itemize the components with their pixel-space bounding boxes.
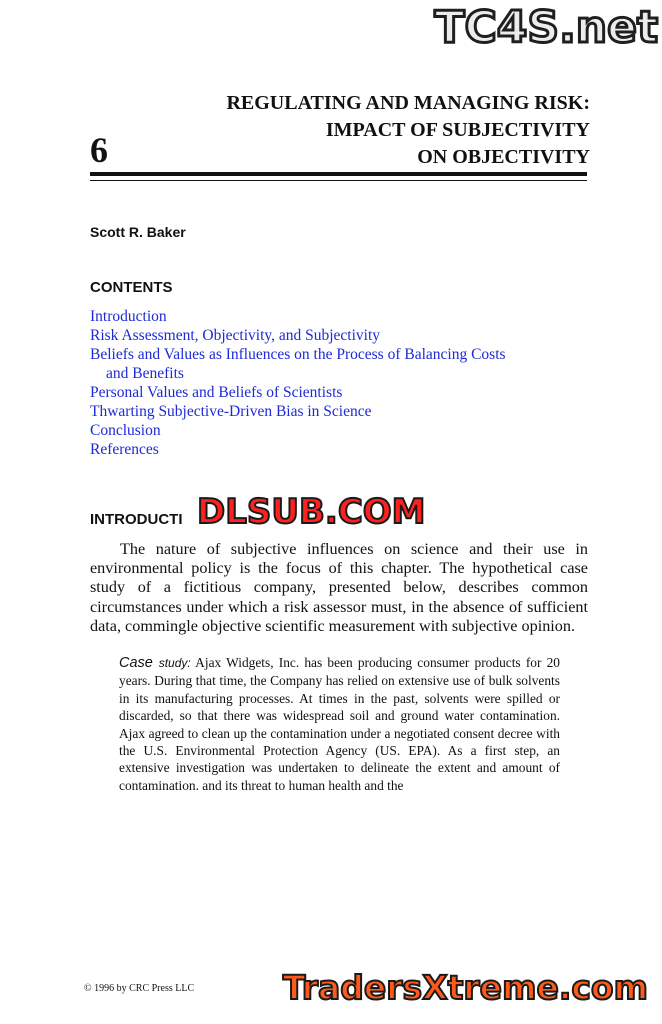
introduction-heading: INTRODUCTI [90, 511, 183, 528]
watermark-tradersxtreme: TradersXtreme.com [282, 968, 648, 1007]
case-study-block [119, 654, 560, 794]
introduction-paragraph: The nature of subjective influences on science and their use in environmental policy is the focus of this chapter. The hypothetical case study of a fictitious company, presented below, describes common circumstances under which a risk assessor must, in the absence of sufficient data, commingle objective scientific measurement with subjective opinion. [90, 540, 588, 635]
toc-link-beliefs-and-values[interactable] [90, 345, 590, 383]
toc-link-thwarting-bias[interactable]: Thwarting Subjective-Driven Bias in Science [90, 403, 372, 420]
toc-link-beliefs-and-values-line-2[interactable]: and Benefits [106, 365, 184, 382]
title-rule-thick [90, 172, 587, 176]
copyright-notice: © 1996 by CRC Press LLC [84, 983, 195, 994]
chapter-title-line-3: ON OBJECTIVITY [417, 146, 590, 168]
chapter-title [140, 90, 590, 171]
chapter-title-line-2: IMPACT OF SUBJECTIVITY [325, 119, 590, 141]
toc-link-beliefs-and-values-line-1[interactable]: Beliefs and Values as Influences on the Process of Balancing Costs [90, 346, 506, 363]
chapter-title-line-1: REGULATING AND MANAGING RISK: [226, 92, 590, 114]
case-study-label [119, 655, 191, 671]
watermark-tc4s: TC4S.net [434, 2, 658, 53]
author-name: Scott R. Baker [90, 224, 186, 240]
table-of-contents [90, 307, 590, 459]
toc-link-risk-assessment[interactable]: Risk Assessment, Objectivity, and Subjectivity [90, 327, 381, 344]
title-rule-thin [90, 180, 587, 181]
toc-link-references[interactable]: References [90, 441, 159, 458]
toc-link-personal-values[interactable]: Personal Values and Beliefs of Scientists [90, 384, 343, 401]
toc-link-introduction[interactable]: Introduction [90, 308, 167, 325]
case-study-text: Ajax Widgets, Inc. has been producing consumer products for 20 years. During that time, the Company has relied on extensive use of bulk solvents in its manufacturing processes. At times in the past, solvents were spilled or discarded, so that there was widespread soil and ground water contamination. Ajax agreed to clean up the contamination under a negotiated consent decree with the U.S. Environmental Protection Agency (US. EPA). As a first step, an extensive investigation was undertaken to delineate the extent and amount of contamination. and its threat to human health and the [119, 655, 560, 793]
case-label-word: Case [119, 655, 153, 671]
contents-heading: CONTENTS [90, 279, 173, 296]
study-label-word: study: [158, 656, 191, 670]
toc-link-conclusion[interactable]: Conclusion [90, 422, 161, 439]
watermark-dlsub: DLSUB.COM [193, 492, 430, 532]
chapter-number: 6 [90, 130, 108, 170]
